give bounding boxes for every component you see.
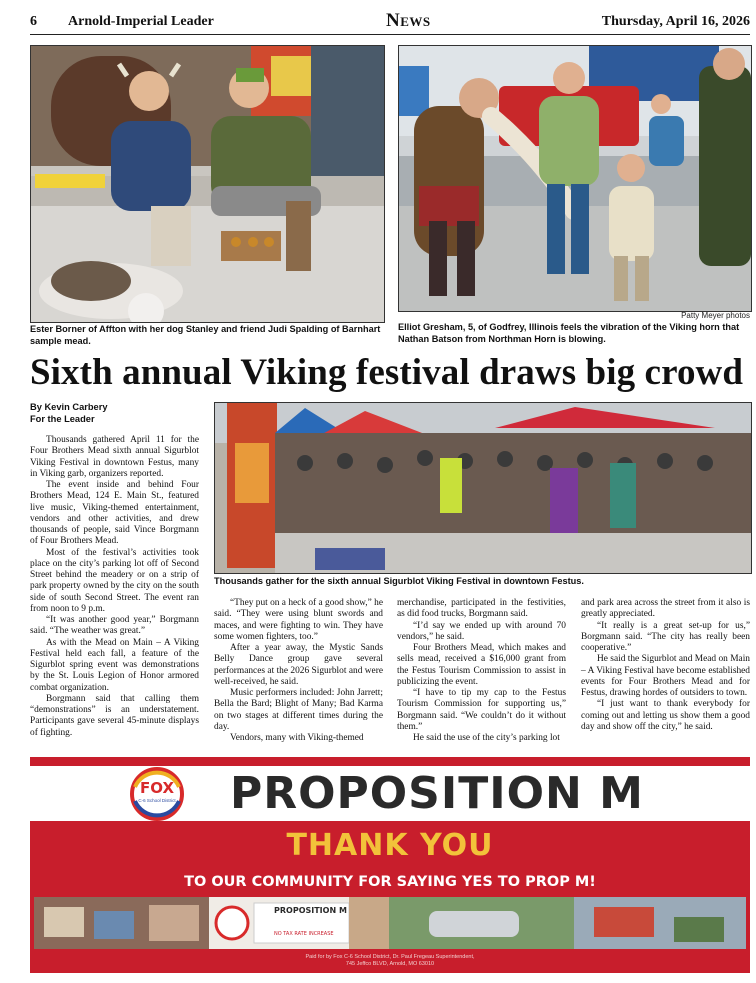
page-number: 6 [30,14,37,29]
ad-photo-collage [34,897,746,949]
ad-paid-for-notice [30,954,750,968]
paragraph: Four Brothers Mead, which makes and sells mead, received a $16,000 grant from the Festus Tourism Commission to assist in publicizing the event. [397,643,566,687]
section-name: News [386,10,431,31]
right-photo-caption: Elliot Gresham, 5, of Godfrey, Illinois feels the vibration of the Viking horn that Nathan Batson from Northman Horn is blowing. [398,322,740,344]
paragraph: “They put on a heck of a good show,” he said. “They were using blunt swords and maces, and were fighting to win. They have some women fighters, too.” [214,598,383,642]
ad-subline: TO OUR COMMUNITY FOR SAYING YES TO PROP M! [184,874,596,890]
fox-logo-subtext: C-6 School District [138,798,176,803]
paragraph: Music performers included: John Jarrett; Bella the Bard; Blight of Many; Bad Karma on two stages at different times during the day. [214,688,383,732]
ad-headline: PROPOSITION M [230,768,644,819]
publication-name: Arnold-Imperial Leader [68,14,214,29]
byline [30,402,108,425]
paragraph: “I just want to thank everybody for coming out and letting us show them a good day and show off the city,” he said. [581,699,750,732]
crowd-photo-caption: Thousands gather for the sixth annual Sigurblot Viking Festival in downtown Festus. [214,576,584,586]
article-headline: Sixth annual Viking festival draws big crowd [30,352,744,393]
paragraph: “It was another good year,” Borgmann said. “The weather was great.” [30,615,199,637]
byline-author: By Kevin Carbery [30,402,108,412]
ad-top-bar [30,757,750,766]
viking-horn-image [399,46,751,311]
fox-logo-text: FOX [139,779,175,797]
paragraph: After a year away, the Mystic Sands Belly Dance group gave several performances at the 2026 Sigurblot and were well-received, he said. [214,643,383,687]
photo-mead-tasting [30,45,385,323]
photo-festival-crowd [214,402,752,574]
article-column-4 [581,598,750,733]
issue-date: Thursday, April 16, 2026 [601,14,750,29]
ad-thank-you: THANK YOU [286,828,494,863]
page-header [30,8,750,35]
paragraph: Thousands gathered April 11 for the Four Brothers Mead sixth annual Sigurblot Viking Festival in downtown Festus, many in Viking garb, organizers reported. [30,435,199,479]
article-column-1 [30,435,199,739]
article-column-3 [397,598,566,744]
paragraph: merchandise, participated in the festivities, as did food trucks, Borgmann said. [397,598,566,620]
byline-organization: For the Leader [30,413,95,424]
paid-for-line-1: Paid for by Fox C-6 School District, Dr. Paul Fregeau Superintendent, [305,954,475,960]
paragraph: “It really is a great set-up for us,” Borgmann said. “The city has really been cooperative.” [581,620,750,653]
strip-sign-title: PROPOSITION M [274,906,347,915]
article-column-2 [214,598,383,744]
ad-photo-strip [34,897,746,949]
festival-crowd-image [215,403,751,573]
photo-viking-horn [398,45,752,312]
paragraph: and park area across the street from it also is greatly appreciated. [581,598,750,620]
left-photo-caption: Ester Borner of Affton with her dog Stanley and friend Judi Spalding of Barnhart sample mead. [30,324,381,346]
paragraph: The event inside and behind Four Brothers Mead, 124 E. Main St., featured live music, Viking-themed entertainment, vendors and other activities, and drew thousands of people, said Vince Borgmann of Four Brothers Mead. [30,480,199,547]
strip-sign-subtitle: NO TAX RATE INCREASE [274,931,334,937]
paragraph: Borgmann said that calling them “demonstrations” is an understatement. Participants gave several 45-minute displays of fighting. [30,693,199,738]
paragraph: He said the use of the city’s parking lot [413,733,560,743]
photo-credit: Patty Meyer photos [681,311,750,320]
fox-logo [127,767,187,821]
paragraph: Vendors, many with Viking-themed [230,733,364,743]
paid-for-line-2: 745 Jeffco BLVD, Arnold, MO 63010 [345,961,435,967]
mead-tasting-image [31,46,384,322]
paragraph: As with the Mead on Main – A Viking Festival held each fall, a feature of the Sigurblot spring event was demonstrations by the St. Louis Legion of Honor armored combat organization. [30,637,199,693]
paragraph: Most of the festival’s activities took place on the city’s parking lot off of Second Street behind the meadery or on a strip of park property owned by the city on the south side of south Second Street. The event ran from noon to 9 p.m. [30,547,199,614]
paragraph: “I have to tip my cap to the Festus Tourism Commission for supporting us,” Borgmann said. “We couldn’t do it without them.” [397,688,566,732]
paragraph: He said the Sigurblot and Mead on Main – A Viking Festival have become established events for Four Brothers Mead and for Festus, drawing hordes of outsiders to town. [581,654,750,698]
paragraph: “I’d say we ended up with around 70 vendors,” he said. [397,620,566,642]
